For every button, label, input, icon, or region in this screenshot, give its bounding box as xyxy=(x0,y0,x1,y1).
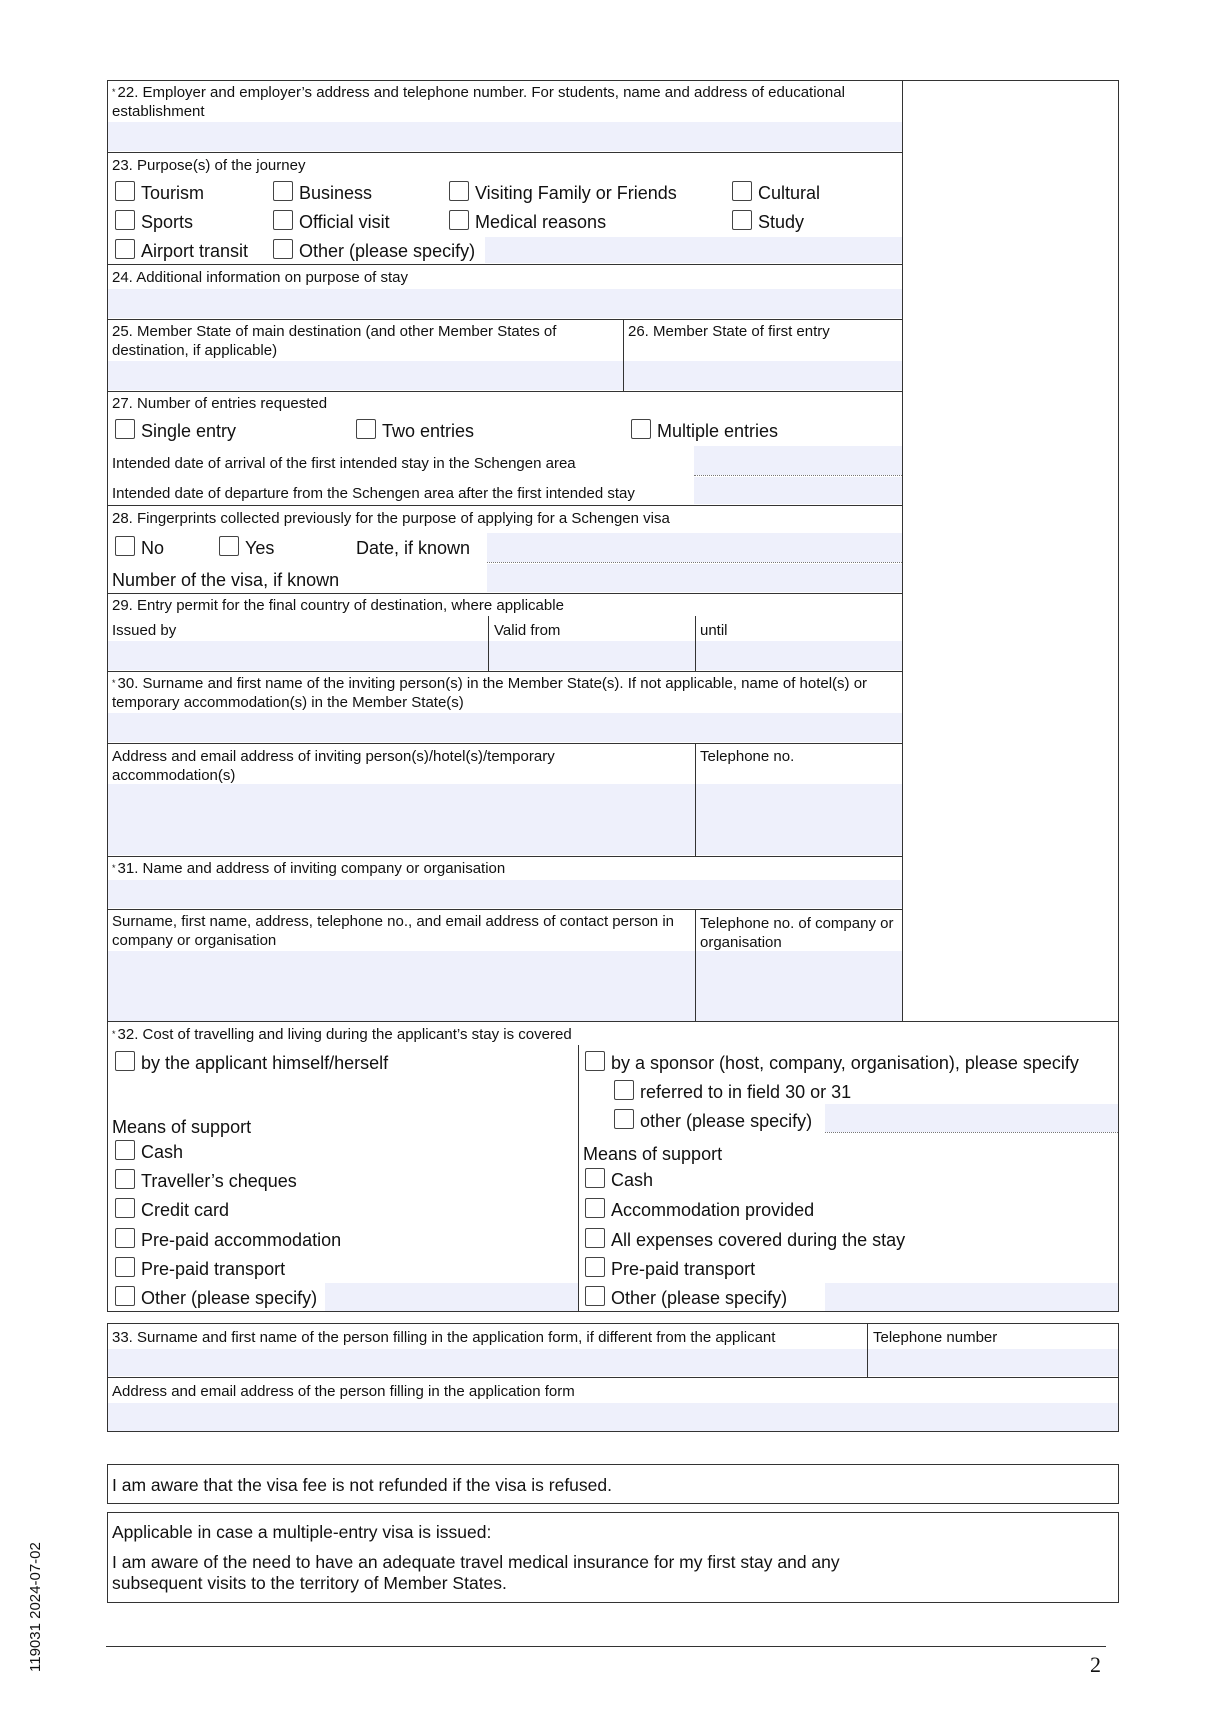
other-purpose-input[interactable] xyxy=(485,237,902,263)
until-label: until xyxy=(700,622,728,639)
two-entries-label: Two entries xyxy=(382,421,475,441)
section-28-label: 28. Fingerprints collected previously for the purpose of applying for a Schengen visa xyxy=(112,510,670,527)
airport-transit-label: Airport transit xyxy=(141,241,249,261)
left-cash-checkbox[interactable] xyxy=(115,1140,135,1160)
company-phone-input[interactable] xyxy=(696,951,902,1021)
left-means-label: Means of support xyxy=(112,1117,252,1137)
right-prepaid-transport-label: Pre-paid transport xyxy=(611,1259,756,1279)
referred-field-checkbox[interactable] xyxy=(614,1080,634,1100)
study-checkbox[interactable] xyxy=(732,210,752,230)
side-document-code: 119031 2024-07-02 xyxy=(27,1542,44,1672)
issued-by-label: Issued by xyxy=(112,622,177,639)
departure-date-input[interactable] xyxy=(694,477,902,504)
contact-person-input[interactable] xyxy=(108,951,695,1021)
section-31-label: * 31. Name and address of inviting company or organisation xyxy=(112,860,506,877)
fee-notice-text: I am aware that the visa fee is not refunded if the visa is refused. xyxy=(112,1475,612,1495)
multiple-entries-checkbox[interactable] xyxy=(631,419,651,439)
fingerprints-no-label: No xyxy=(141,538,165,558)
left-cash-label: Cash xyxy=(141,1142,184,1162)
fingerprint-date-input[interactable] xyxy=(487,533,902,562)
section-30-label: * 30. Surname and first name of the inviting person(s) in the Member State(s). If not applicable, name of hotel(s) or temporary accommodation(s) in the Member State(s) xyxy=(112,675,868,711)
company-phone-label: Telephone no. of company or organisation xyxy=(700,915,894,951)
credit-card-label: Credit card xyxy=(141,1200,230,1220)
inviting-address-input[interactable] xyxy=(108,784,695,855)
visiting-label: Visiting Family or Friends xyxy=(475,183,677,203)
page-number: 2 xyxy=(1090,1652,1101,1677)
tourism-checkbox[interactable] xyxy=(115,181,135,201)
valid-from-label: Valid from xyxy=(494,622,561,639)
travellers-cheques-label: Traveller’s cheques xyxy=(141,1171,297,1191)
multiple-entries-label: Multiple entries xyxy=(657,421,779,441)
section-24-input[interactable] xyxy=(108,289,902,318)
filler-name-input[interactable] xyxy=(108,1349,867,1376)
right-other-label: Other (please specify) xyxy=(611,1288,788,1308)
section-30-input[interactable] xyxy=(108,713,902,742)
section-25-input[interactable] xyxy=(108,361,623,390)
section-22-input[interactable] xyxy=(108,122,902,151)
section-31-input[interactable] xyxy=(108,880,902,908)
right-prepaid-transport-checkbox[interactable] xyxy=(585,1257,605,1277)
single-entry-label: Single entry xyxy=(141,421,237,441)
inviting-phone-input[interactable] xyxy=(696,784,902,855)
fingerprint-date-label: Date, if known xyxy=(356,538,471,558)
all-expenses-checkbox[interactable] xyxy=(585,1228,605,1248)
accommodation-provided-label: Accommodation provided xyxy=(611,1200,815,1220)
section-22-label: * 22. Employer and employer’s address and telephone number. For students, name and address of educational establishment xyxy=(112,84,845,120)
multiple-entry-title: Applicable in case a multiple-entry visa is issued: xyxy=(112,1522,492,1542)
sponsor-other-label: other (please specify) xyxy=(640,1111,813,1131)
sports-checkbox[interactable] xyxy=(115,210,135,230)
business-label: Business xyxy=(299,183,373,203)
airport-transit-checkbox[interactable] xyxy=(115,239,135,259)
visa-number-label: Number of the visa, if known xyxy=(112,570,340,590)
fingerprints-yes-checkbox[interactable] xyxy=(219,536,239,556)
footer-rule xyxy=(106,1646,1106,1647)
inviting-address-label: Address and email address of inviting person(s)/hotel(s)/temporary accommodation(s) xyxy=(112,748,555,784)
left-other-label: Other (please specify) xyxy=(141,1288,318,1308)
right-other-checkbox[interactable] xyxy=(585,1286,605,1306)
issued-by-input[interactable] xyxy=(108,641,488,670)
left-prepaid-transport-label: Pre-paid transport xyxy=(141,1259,286,1279)
accommodation-provided-checkbox[interactable] xyxy=(585,1198,605,1218)
section-25-label: 25. Member State of main destination (and other Member States of destination, if applicable) xyxy=(112,323,557,359)
right-cash-label: Cash xyxy=(611,1170,654,1190)
business-checkbox[interactable] xyxy=(273,181,293,201)
right-cash-checkbox[interactable] xyxy=(585,1168,605,1188)
self-funded-label: by the applicant himself/herself xyxy=(141,1053,389,1073)
right-margin-divider xyxy=(902,80,903,1022)
arrival-date-input[interactable] xyxy=(694,446,902,475)
medical-checkbox[interactable] xyxy=(449,210,469,230)
visiting-checkbox[interactable] xyxy=(449,181,469,201)
referred-field-label: referred to in field 30 or 31 xyxy=(640,1082,852,1102)
section-27-label: 27. Number of entries requested xyxy=(112,395,328,412)
other-purpose-label: Other (please specify) xyxy=(299,241,476,261)
cultural-label: Cultural xyxy=(758,183,821,203)
self-funded-checkbox[interactable] xyxy=(115,1051,135,1071)
sponsor-checkbox[interactable] xyxy=(585,1051,605,1071)
visa-number-input[interactable] xyxy=(487,564,902,592)
all-expenses-label: All expenses covered during the stay xyxy=(611,1230,906,1250)
filler-address-input[interactable] xyxy=(108,1403,1118,1431)
section-24-label: 24. Additional information on purpose of stay xyxy=(112,269,409,286)
arrival-date-label: Intended date of arrival of the first intended stay in the Schengen area xyxy=(112,455,576,472)
credit-card-checkbox[interactable] xyxy=(115,1198,135,1218)
multiple-entry-body: I am aware of the need to have an adequate travel medical insurance for my first stay and any subsequent visits to the territory of Member States. xyxy=(112,1552,840,1593)
section-26-label: 26. Member State of first entry xyxy=(628,323,830,340)
section-26-input[interactable] xyxy=(624,361,902,390)
section-23-label: 23. Purpose(s) of the journey xyxy=(112,157,306,174)
cultural-checkbox[interactable] xyxy=(732,181,752,201)
medical-label: Medical reasons xyxy=(475,212,607,232)
section-32-label: * 32. Cost of travelling and living during the applicant’s stay is covered xyxy=(112,1026,572,1043)
filler-phone-label: Telephone number xyxy=(873,1329,998,1346)
single-entry-checkbox[interactable] xyxy=(115,419,135,439)
fingerprints-yes-label: Yes xyxy=(245,538,275,558)
other-purpose-checkbox[interactable] xyxy=(273,239,293,259)
official-visit-checkbox[interactable] xyxy=(273,210,293,230)
two-entries-checkbox[interactable] xyxy=(356,419,376,439)
prepaid-accommodation-label: Pre-paid accommodation xyxy=(141,1230,342,1250)
contact-person-label: Surname, first name, address, telephone no., and email address of contact person in company or organisation xyxy=(112,913,674,949)
section-33-label: 33. Surname and first name of the person filling in the application form, if different from the applicant xyxy=(112,1329,776,1346)
sponsor-label: by a sponsor (host, company, organisation), please specify xyxy=(611,1053,1079,1073)
until-input[interactable] xyxy=(696,641,902,670)
sports-label: Sports xyxy=(141,212,194,232)
section-29-label: 29. Entry permit for the final country of destination, where applicable xyxy=(112,597,564,614)
prepaid-accommodation-checkbox[interactable] xyxy=(115,1228,135,1248)
tourism-label: Tourism xyxy=(141,183,205,203)
valid-from-input[interactable] xyxy=(489,641,695,670)
right-means-label: Means of support xyxy=(583,1144,723,1164)
left-prepaid-transport-checkbox[interactable] xyxy=(115,1257,135,1277)
study-label: Study xyxy=(758,212,805,232)
sponsor-other-input[interactable] xyxy=(825,1104,1118,1132)
official-visit-label: Official visit xyxy=(299,212,390,232)
sponsor-other-checkbox[interactable] xyxy=(614,1109,634,1129)
right-other-input[interactable] xyxy=(825,1283,1118,1311)
filler-address-label: Address and email address of the person filling in the application form xyxy=(112,1383,575,1400)
left-other-input[interactable] xyxy=(325,1283,578,1311)
fingerprints-no-checkbox[interactable] xyxy=(115,536,135,556)
departure-date-label: Intended date of departure from the Schengen area after the first intended stay xyxy=(112,485,635,502)
filler-phone-input[interactable] xyxy=(868,1349,1118,1376)
inviting-phone-label: Telephone no. xyxy=(700,748,795,765)
travellers-cheques-checkbox[interactable] xyxy=(115,1169,135,1189)
left-other-checkbox[interactable] xyxy=(115,1286,135,1306)
